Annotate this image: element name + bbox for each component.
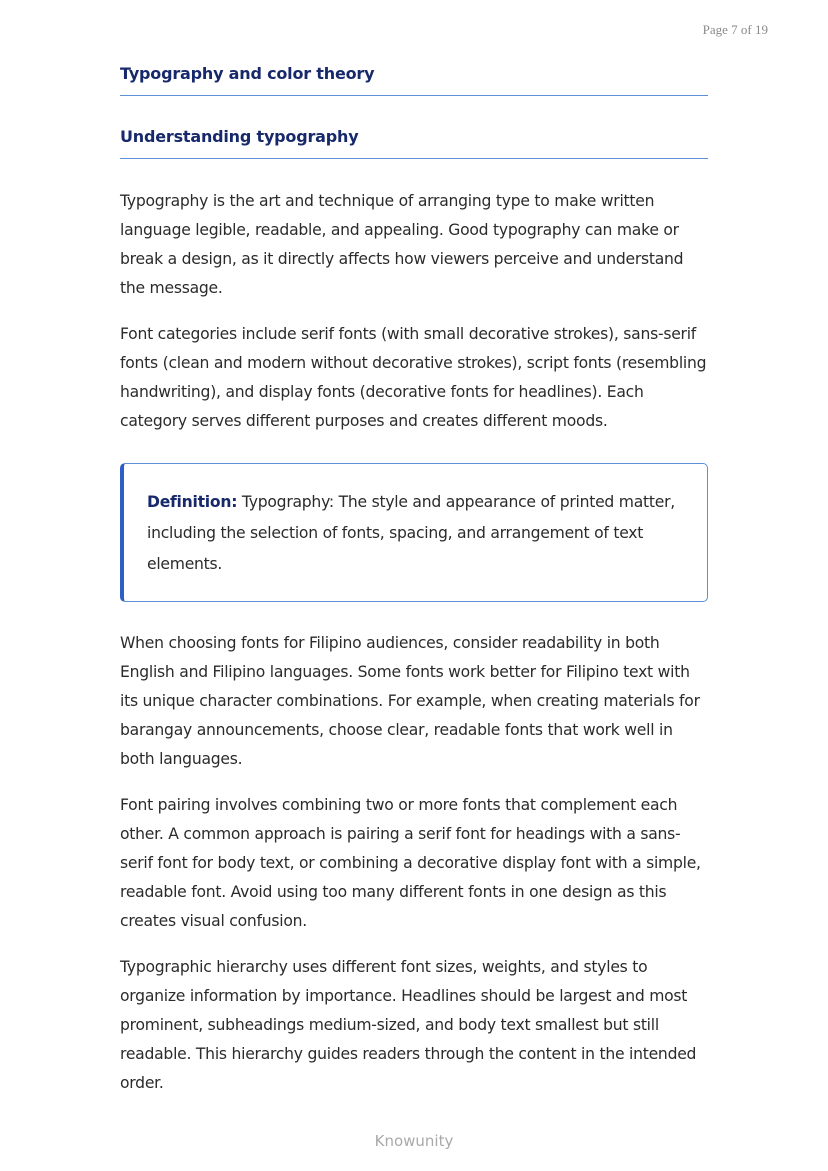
definition-content	[147, 487, 683, 580]
section-heading: Typography and color theory	[120, 64, 708, 96]
page-number: Page 7 of 19	[702, 22, 768, 37]
paragraph-typographic-hierarchy: Typographic hierarchy uses different font sizes, weights, and styles to organize information by importance. Headlines should be largest and most prominent, subheadings medium-sized, and body text smallest but still readable. This hierarchy guides readers through the content in the intended order.	[120, 958, 697, 1092]
definition-label: Definition:	[147, 493, 238, 511]
paragraph-typography-intro: Typography is the art and technique of arranging type to make written language legible, readable, and appealing. Good typography can make or break a design, as it directly affects how viewers perceive and understand the message.	[120, 192, 684, 297]
paragraph-font-categories: Font categories include serif fonts (with small decorative strokes), sans-serif fonts (clean and modern without decorative strokes), script fonts (resembling handwriting), and display fonts (decorative fonts for headlines). Each category serves different purposes and creates different moods.	[120, 325, 707, 430]
document-content	[120, 64, 708, 1098]
paragraph-filipino-audiences: When choosing fonts for Filipino audiences, consider readability in both English and Filipino languages. Some fonts work better for Filipino text with its unique character combinations. For example, when creating materials for barangay announcements, choose clear, readable fonts that work well in both languages.	[120, 634, 700, 768]
footer-brand: Knowunity	[374, 1132, 454, 1150]
definition-text: Typography: The style and appearance of printed matter, including the selection of fonts, spacing, and arrangement of text elements.	[147, 493, 675, 573]
definition-box	[120, 463, 708, 602]
paragraph-font-pairing: Font pairing involves combining two or more fonts that complement each other. A common approach is pairing a serif font for headings with a sans-serif font for body text, or combining a decorative display font with a simple, readable font. Avoid using too many different fonts in one design as this creates visual confusion.	[120, 796, 701, 930]
subsection-heading: Understanding typography	[120, 127, 708, 159]
